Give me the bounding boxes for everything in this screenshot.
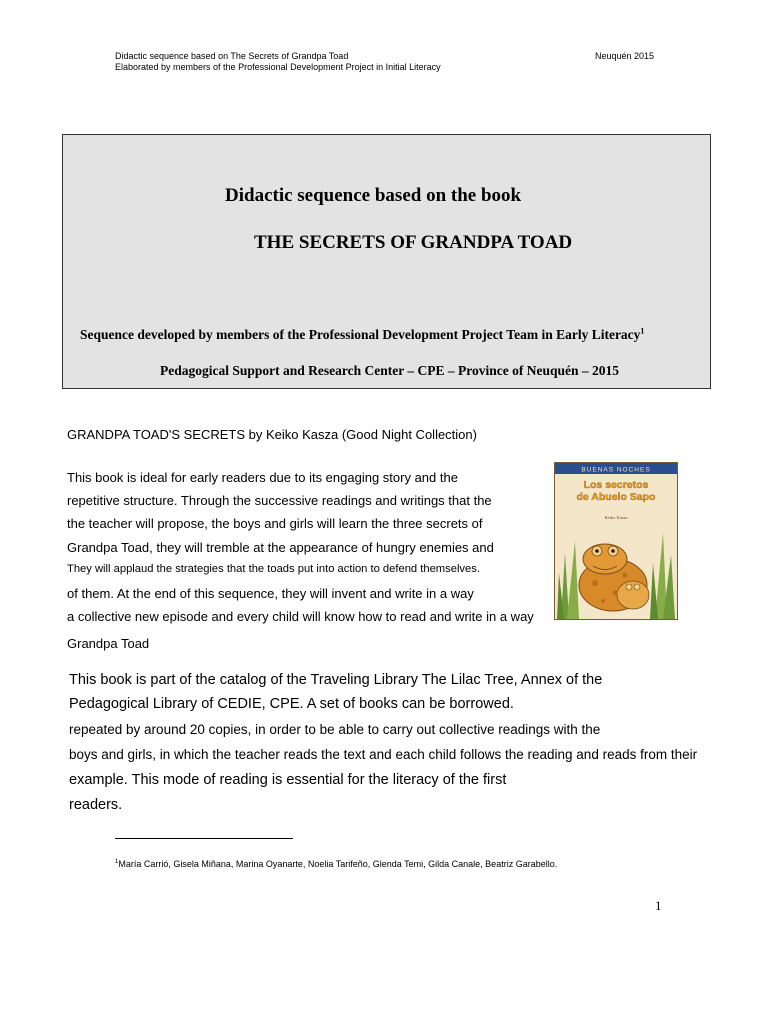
cover-author: Keiko Kasza	[604, 515, 628, 520]
title-box	[62, 134, 711, 389]
book-reference: GRANDPA TOAD'S SECRETS by Keiko Kasza (Good Night Collection)	[67, 427, 477, 442]
paragraph-line: Pedagogical Library of CEDIE, CPE. A set of books can be borrowed.	[69, 696, 514, 712]
paragraph-line: repetitive structure. Through the successive readings and writings that the	[67, 493, 492, 508]
running-header-title: Didactic sequence based on The Secrets of Grandpa Toad	[115, 51, 349, 61]
title-line-2: THE SECRETS OF GRANDPA TOAD	[254, 232, 573, 253]
paragraph-line: They will applaud the strategies that the toads put into action to defend themselves.	[67, 563, 480, 575]
footnote-text: María Carrió, Gisela Miñana, Marina Oyanarte, Noelia Tarifeño, Glenda Temi, Gilda Canale, Beatriz Garabello.	[118, 859, 558, 869]
page-number: 1	[655, 898, 662, 913]
footnote	[115, 859, 557, 869]
credit-text: Sequence developed by members of the Professional Development Project Team in Early Literacy	[80, 327, 641, 342]
credit-line	[80, 327, 644, 343]
paragraph-line: Grandpa Toad, they will tremble at the appearance of hungry enemies and	[67, 540, 494, 555]
institution-line: Pedagogical Support and Research Center – CPE – Province of Neuquén – 2015	[160, 363, 619, 378]
paragraph-line: This book is ideal for early readers due to its engaging story and the	[67, 470, 458, 485]
cover-title-line-2: de Abuelo Sapo	[576, 491, 656, 503]
footnote-marker: 1	[115, 859, 119, 865]
paragraph-line: Grandpa Toad	[67, 636, 150, 651]
paragraph-line: This book is part of the catalog of the Traveling Library The Lilac Tree, Annex of the	[69, 672, 603, 688]
paragraph-line: boys and girls, in which the teacher reads the text and each child follows the reading and reads from their	[69, 747, 698, 762]
cover-series: BUENAS NOCHES	[581, 466, 651, 474]
running-header-date: Neuquén 2015	[595, 51, 655, 61]
paragraph-line: a collective new episode and every child will know how to read and write in a way	[67, 609, 534, 624]
cover-title-line-1: Los secretos	[583, 479, 649, 491]
book-cover-image	[554, 462, 678, 620]
paragraph-line: of them. At the end of this sequence, they will invent and write in a way	[67, 586, 474, 601]
paragraph-line: the teacher will propose, the boys and girls will learn the three secrets of	[67, 516, 483, 531]
paragraph-line: repeated by around 20 copies, in order to be able to carry out collective readings with the	[69, 722, 601, 737]
title-line-1: Didactic sequence based on the book	[225, 185, 522, 206]
running-header-subtitle: Elaborated by members of the Professional Development Project in Initial Literacy	[115, 62, 441, 72]
paragraph-line: example. This mode of reading is essential for the literacy of the first	[69, 772, 507, 788]
footnote-reference: 1	[640, 326, 645, 336]
paragraph-line: readers.	[69, 797, 123, 813]
footnote-divider	[115, 838, 293, 839]
